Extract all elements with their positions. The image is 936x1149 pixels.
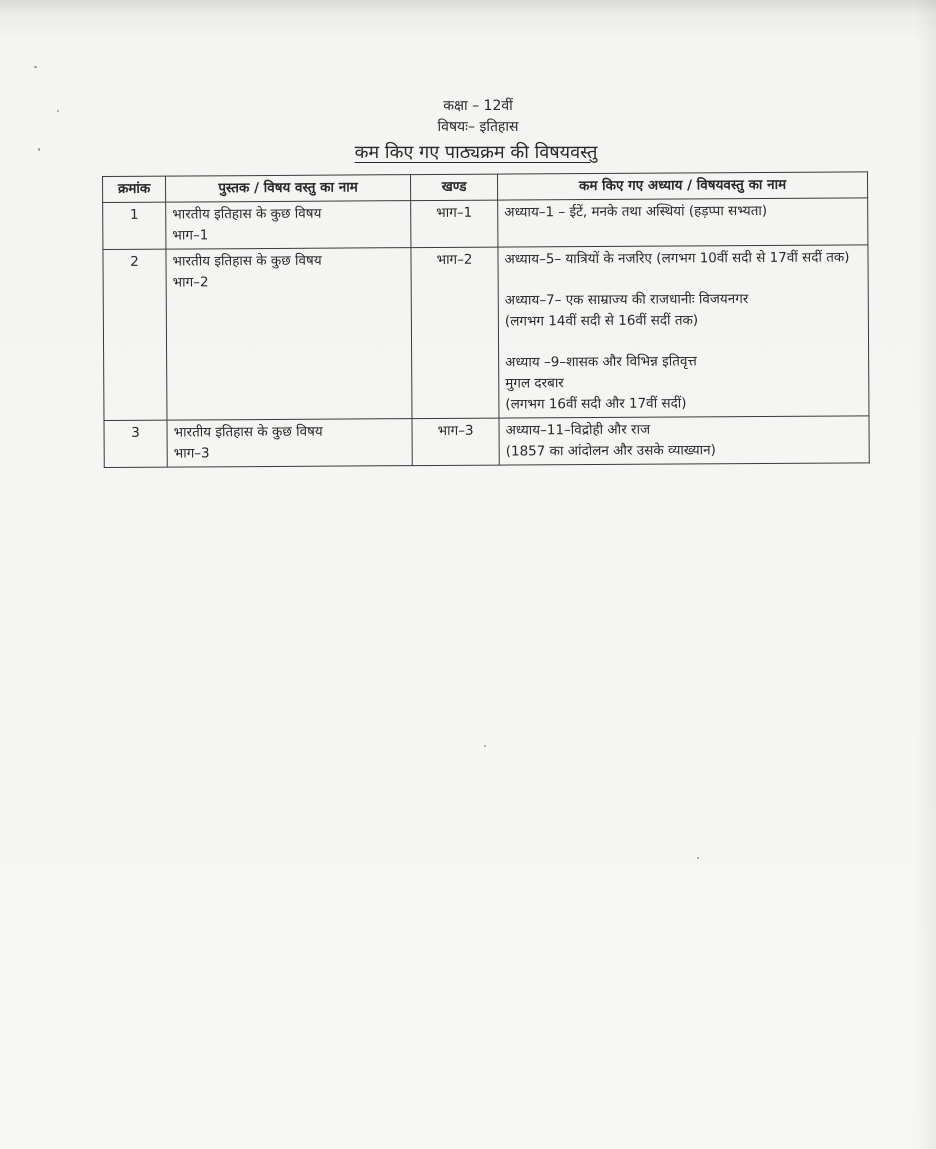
book-volume: भाग–2 (172, 274, 209, 291)
chapter-cell (499, 416, 869, 465)
chapter-entry: अध्याय–7– एक साम्राज्य की राजधानीः विजयनगर (504, 291, 749, 309)
table-row (103, 198, 868, 250)
scan-speck (484, 745, 486, 747)
book-name: भारतीय इतिहास के कुछ विषय (172, 205, 322, 223)
book-name: भारतीय इतिहास के कुछ विषय (172, 252, 322, 270)
book-cell (166, 248, 412, 420)
chapter-entry: अध्याय–1 – ईटें, मनके तथा अस्थियां (हड़प्पा सभ्यता) (504, 202, 768, 221)
scan-speck (697, 857, 699, 859)
paragraph-gap (505, 268, 862, 290)
chapter-period: (लगभग 14वीं सदी से 16वीं सदीं तक) (504, 312, 699, 330)
serial-cell: 3 (104, 420, 167, 467)
chapter-subtitle: मुगल दरबार (505, 375, 564, 392)
subject-label: विषयः– इतिहास (437, 119, 519, 135)
book-volume: भाग–3 (173, 445, 210, 462)
scan-speck (34, 66, 37, 68)
chapter-cell (498, 245, 869, 418)
chapter-entry: अध्याय–5– यात्रियों के नजरिए (लगभग 10वीं सदी से 17वीं सदीं तक) (504, 249, 850, 268)
syllabus-table (102, 171, 870, 468)
class-label: कक्षा – 12वीं (443, 98, 513, 114)
part-cell: भाग–1 (411, 200, 498, 248)
column-header-chapters: कम किए गए अध्याय / विषयवस्तु का नाम (497, 172, 867, 200)
book-cell (167, 419, 412, 467)
chapter-cell (498, 198, 868, 247)
paragraph-gap (505, 330, 862, 352)
document-title-text: कम किए गए पाठ्यक्रम की विषयवस्तु (354, 142, 598, 163)
serial-cell: 2 (103, 249, 167, 420)
book-volume: भाग–1 (172, 227, 209, 244)
chapter-entry: अध्याय–11–विद्रोही और राज (505, 421, 651, 439)
chapter-period: (1857 का आंदोलन और उसके व्याख्यान) (505, 442, 716, 460)
table-row (103, 245, 869, 421)
column-header-serial: क्रमांक (103, 176, 166, 202)
document-title (8, 140, 936, 164)
chapter-entry: अध्याय –9–शासक और विभिन्न इतिवृत्त (505, 353, 697, 371)
page-edge-shadow (916, 0, 936, 1149)
part-cell: भाग–2 (411, 247, 499, 419)
column-header-book: पुस्तक / विषय वस्तु का नाम (166, 175, 411, 202)
book-name: भारतीय इतिहास के कुछ विषय (173, 423, 323, 441)
book-cell (166, 201, 411, 249)
table-row (104, 416, 869, 468)
part-cell: भाग–3 (412, 418, 499, 466)
chapter-period: (लगभग 16वीं सदी और 17वीं सदीं) (505, 395, 687, 413)
serial-cell: 1 (103, 202, 166, 249)
column-header-part: खण्ड (410, 174, 497, 201)
